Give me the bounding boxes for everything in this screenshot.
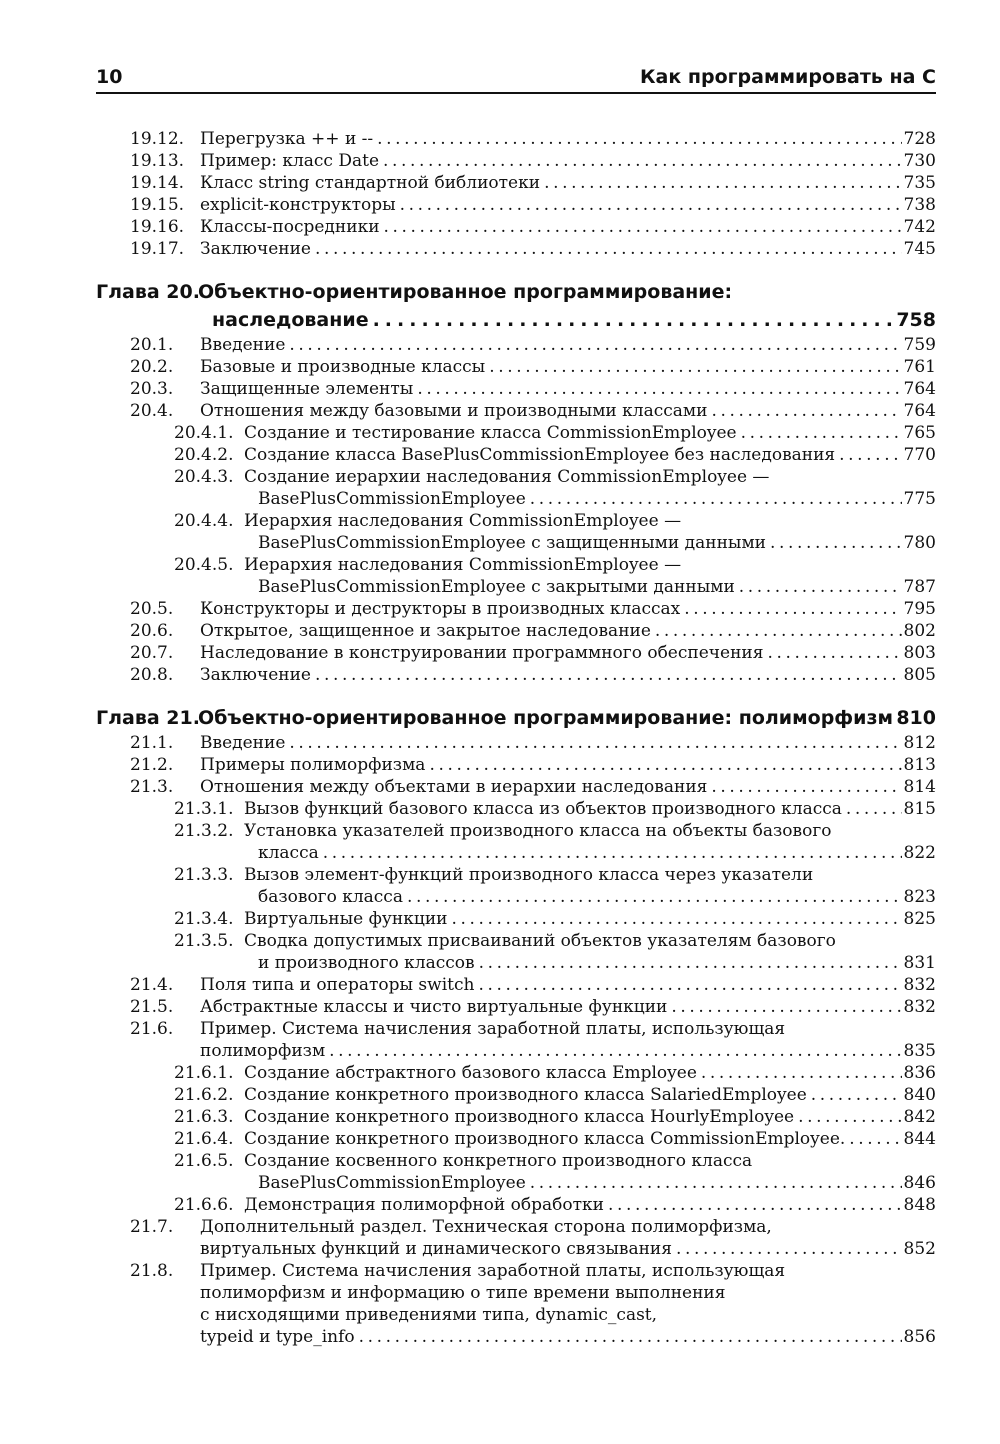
dot-leader bbox=[315, 664, 902, 686]
chapter-title-cont: наследование bbox=[212, 309, 369, 331]
toc-entry[interactable] bbox=[96, 194, 936, 216]
subsection-number: 21.3.2. bbox=[174, 821, 234, 841]
dot-leader bbox=[711, 776, 901, 798]
toc-entry[interactable] bbox=[96, 664, 936, 686]
chapter-page-ref: 758 bbox=[896, 309, 936, 331]
section-title: Примеры полиморфизма bbox=[200, 755, 426, 775]
toc-subentry[interactable] bbox=[96, 798, 936, 820]
dot-leader bbox=[701, 1062, 902, 1084]
dot-leader bbox=[739, 576, 902, 598]
toc-subentry[interactable] bbox=[96, 864, 936, 886]
subsection-number: 21.6.1. bbox=[174, 1063, 234, 1083]
section-number: 21.4. bbox=[130, 975, 174, 995]
toc-entry[interactable] bbox=[96, 776, 936, 798]
chapter-21-heading[interactable] bbox=[96, 704, 936, 732]
section-title: Абстрактные классы и чисто виртуальные функции bbox=[200, 997, 668, 1017]
page-ref: 815 bbox=[903, 799, 936, 819]
page-ref: 728 bbox=[903, 129, 936, 149]
section-title-cont: typeid и type_info bbox=[200, 1327, 355, 1347]
section-title: Класс string стандартной библиотеки bbox=[200, 173, 541, 193]
subsection-number: 21.3.1. bbox=[174, 799, 234, 819]
page-ref: 844 bbox=[903, 1129, 936, 1149]
section-title-cont: с нисходящими приведениями типа, dynamic_cast, bbox=[200, 1305, 658, 1325]
page-ref: 832 bbox=[903, 997, 936, 1017]
toc-entry-cont[interactable] bbox=[96, 1040, 936, 1062]
dot-leader bbox=[400, 194, 902, 216]
toc-entry[interactable] bbox=[96, 334, 936, 356]
dot-leader bbox=[407, 886, 902, 908]
toc-entry[interactable] bbox=[96, 974, 936, 996]
dot-leader bbox=[671, 996, 901, 1018]
dot-leader bbox=[684, 598, 901, 620]
toc-entry[interactable] bbox=[96, 754, 936, 776]
dot-leader bbox=[289, 334, 901, 356]
subsection-title-cont: BasePlusCommissionEmployee с защищенными данными bbox=[258, 533, 766, 553]
toc-entry-cont[interactable] bbox=[96, 1326, 936, 1348]
toc-entry[interactable] bbox=[96, 356, 936, 378]
subsection-title: Установка указателей производного класса на объекты базового bbox=[244, 821, 832, 841]
subsection-number: 21.3.3. bbox=[174, 865, 234, 885]
toc-subentry[interactable] bbox=[96, 930, 936, 952]
section-number: 20.4. bbox=[130, 401, 174, 421]
dot-leader bbox=[811, 1084, 902, 1106]
toc-entry[interactable] bbox=[96, 400, 936, 422]
section-title: Пример. Система начисления заработной платы, использующая bbox=[200, 1261, 786, 1281]
page-ref: 813 bbox=[903, 755, 936, 775]
section-title: Заключение bbox=[200, 665, 311, 685]
page-ref: 822 bbox=[903, 843, 936, 863]
subsection-title: Создание конкретного производного класса CommissionEmployee. bbox=[244, 1129, 846, 1149]
page-ref: 805 bbox=[903, 665, 936, 685]
toc-subentry-cont[interactable] bbox=[96, 886, 936, 908]
toc-subentry-cont[interactable] bbox=[96, 952, 936, 974]
subsection-number: 21.6.6. bbox=[174, 1195, 234, 1215]
chapter-page-ref: 810 bbox=[896, 707, 936, 729]
dot-leader bbox=[489, 356, 901, 378]
subsection-title: Создание и тестирование класса CommissionEmployee bbox=[244, 423, 737, 443]
section-number: 21.6. bbox=[130, 1019, 174, 1039]
dot-leader bbox=[323, 842, 902, 864]
page-ref: 764 bbox=[903, 379, 936, 399]
toc-entry[interactable] bbox=[96, 642, 936, 664]
section-number: 19.17. bbox=[130, 239, 185, 259]
page-ref: 848 bbox=[903, 1195, 936, 1215]
page-ref: 738 bbox=[903, 195, 936, 215]
section-number: 19.14. bbox=[130, 173, 185, 193]
page-ref: 795 bbox=[903, 599, 936, 619]
toc-subentry-cont[interactable] bbox=[96, 576, 936, 598]
subsection-title: Иерархия наследования CommissionEmployee — bbox=[244, 555, 682, 575]
section-title: Наследование в конструировании программного обеспечения bbox=[200, 643, 764, 663]
chapter-title: Объектно-ориентированное программирование: полиморфизм bbox=[198, 707, 894, 729]
section-title: Введение bbox=[200, 733, 286, 753]
section-title: Пример. Система начисления заработной платы, использующая bbox=[200, 1019, 786, 1039]
page-ref: 812 bbox=[903, 733, 936, 753]
section-title: Открытое, защищенное и закрытое наследование bbox=[200, 621, 651, 641]
toc-subentry[interactable] bbox=[96, 820, 936, 842]
subsection-title-cont: BasePlusCommissionEmployee с закрытыми данными bbox=[258, 577, 735, 597]
toc-subentry[interactable] bbox=[96, 510, 936, 532]
toc-entry[interactable] bbox=[96, 238, 936, 260]
page-ref: 780 bbox=[903, 533, 936, 553]
subsection-title-cont: класса bbox=[258, 843, 319, 863]
page-ref: 803 bbox=[903, 643, 936, 663]
page-ref: 825 bbox=[903, 909, 936, 929]
dot-leader bbox=[384, 216, 902, 238]
dot-leader bbox=[383, 150, 902, 172]
subsection-number: 21.6.3. bbox=[174, 1107, 234, 1127]
subsection-number: 21.6.2. bbox=[174, 1085, 234, 1105]
toc-subentry-cont[interactable] bbox=[96, 488, 936, 510]
section-title: Введение bbox=[200, 335, 286, 355]
toc-subentry[interactable] bbox=[96, 1194, 936, 1216]
toc-subentry[interactable] bbox=[96, 466, 936, 488]
toc-subentry[interactable] bbox=[96, 908, 936, 930]
section-number: 20.6. bbox=[130, 621, 174, 641]
section-number: 19.16. bbox=[130, 217, 185, 237]
dot-leader bbox=[479, 952, 902, 974]
page-ref: 823 bbox=[903, 887, 936, 907]
page-ref: 770 bbox=[903, 445, 936, 465]
toc-subentry[interactable] bbox=[96, 554, 936, 576]
chapter-label: Глава 20. bbox=[96, 281, 200, 303]
subsection-title-cont: BasePlusCommissionEmployee bbox=[258, 489, 526, 509]
subsection-title: Создание конкретного производного класса HourlyEmployee bbox=[244, 1107, 795, 1127]
section-number: 20.7. bbox=[130, 643, 174, 663]
page-ref: 745 bbox=[903, 239, 936, 259]
toc-subentry-cont[interactable] bbox=[96, 842, 936, 864]
section-title: Классы-посредники bbox=[200, 217, 380, 237]
page-ref: 730 bbox=[903, 151, 936, 171]
dot-leader bbox=[544, 172, 901, 194]
section-title: Пример: класс Date bbox=[200, 151, 379, 171]
page-number: 10 bbox=[96, 66, 123, 88]
section-number: 20.5. bbox=[130, 599, 174, 619]
dot-leader bbox=[289, 732, 901, 754]
section-title-cont: полиморфизм и информацию о типе времени выполнения bbox=[200, 1283, 726, 1303]
section-title: Перегрузка ++ и -- bbox=[200, 129, 374, 149]
subsection-title-cont: базового класса bbox=[258, 887, 403, 907]
page-ref: 742 bbox=[903, 217, 936, 237]
dot-leader bbox=[770, 532, 902, 554]
toc-subentry[interactable] bbox=[96, 1062, 936, 1084]
page-ref: 735 bbox=[903, 173, 936, 193]
page-ref: 836 bbox=[903, 1063, 936, 1083]
toc-subentry[interactable] bbox=[96, 1084, 936, 1106]
subsection-title: Виртуальные функции bbox=[244, 909, 448, 929]
section-number: 21.5. bbox=[130, 997, 174, 1017]
table-of-contents bbox=[96, 128, 936, 1348]
dot-leader bbox=[329, 1040, 901, 1062]
section-number: 20.3. bbox=[130, 379, 174, 399]
dot-leader bbox=[608, 1194, 902, 1216]
dot-leader bbox=[849, 1128, 901, 1150]
toc-entry[interactable] bbox=[96, 1260, 936, 1282]
dot-leader bbox=[452, 908, 902, 930]
subsection-number: 21.3.4. bbox=[174, 909, 234, 929]
toc-subentry-cont[interactable] bbox=[96, 1172, 936, 1194]
toc-subentry[interactable] bbox=[96, 1150, 936, 1172]
page-header bbox=[96, 62, 936, 94]
toc-entry[interactable] bbox=[96, 128, 936, 150]
toc-entry[interactable] bbox=[96, 732, 936, 754]
subsection-number: 21.3.5. bbox=[174, 931, 234, 951]
chapter-label: Глава 21. bbox=[96, 707, 200, 729]
subsection-number: 21.6.5. bbox=[174, 1151, 234, 1171]
section-number: 21.1. bbox=[130, 733, 174, 753]
subsection-title-cont: и производного классов bbox=[258, 953, 475, 973]
dot-leader bbox=[839, 444, 901, 466]
subsection-number: 20.4.5. bbox=[174, 555, 234, 575]
dot-leader bbox=[429, 754, 901, 776]
subsection-number: 20.4.2. bbox=[174, 445, 234, 465]
subsection-title: Сводка допустимых присваиваний объектов указателям базового bbox=[244, 931, 836, 951]
toc-entry-cont[interactable] bbox=[96, 1238, 936, 1260]
dot-leader bbox=[767, 642, 901, 664]
dot-leader bbox=[530, 488, 902, 510]
subsection-title-cont: BasePlusCommissionEmployee bbox=[258, 1173, 526, 1193]
subsection-title: Создание абстрактного базового класса Employee bbox=[244, 1063, 697, 1083]
section-title-cont: полиморфизм bbox=[200, 1041, 326, 1061]
toc-entry-cont[interactable] bbox=[96, 1304, 936, 1326]
toc-subentry[interactable] bbox=[96, 1106, 936, 1128]
toc-subentry-cont[interactable] bbox=[96, 532, 936, 554]
chapter-20-heading[interactable] bbox=[96, 278, 936, 306]
subsection-title: Вызов элемент-функций производного класса через указатели bbox=[244, 865, 814, 885]
section-number: 21.7. bbox=[130, 1217, 174, 1237]
section-number: 19.12. bbox=[130, 129, 185, 149]
toc-entry[interactable] bbox=[96, 216, 936, 238]
subsection-title: Создание конкретного производного класса SalariedEmployee bbox=[244, 1085, 807, 1105]
section-title: Отношения между объектами в иерархии наследования bbox=[200, 777, 708, 797]
dot-leader bbox=[676, 1238, 902, 1260]
section-title: Защищенные элементы bbox=[200, 379, 414, 399]
dot-leader bbox=[798, 1106, 901, 1128]
dot-leader bbox=[655, 620, 902, 642]
section-title-cont: виртуальных функций и динамического связывания bbox=[200, 1239, 672, 1259]
subsection-title: Создание косвенного конкретного производного класса bbox=[244, 1151, 753, 1171]
page-ref: 802 bbox=[903, 621, 936, 641]
page-ref: 852 bbox=[903, 1239, 936, 1259]
section-title: Отношения между базовыми и производными классами bbox=[200, 401, 708, 421]
subsection-title: Иерархия наследования CommissionEmployee — bbox=[244, 511, 682, 531]
subsection-number: 20.4.4. bbox=[174, 511, 234, 531]
dot-leader bbox=[377, 128, 901, 150]
toc-entry[interactable] bbox=[96, 172, 936, 194]
dot-leader bbox=[741, 422, 902, 444]
page-ref: 814 bbox=[903, 777, 936, 797]
page-ref: 835 bbox=[903, 1041, 936, 1061]
page-ref: 761 bbox=[903, 357, 936, 377]
toc-entry[interactable] bbox=[96, 620, 936, 642]
chapter-20-heading-cont[interactable] bbox=[96, 306, 936, 334]
subsection-title: Создание класса BasePlusCommissionEmployee без наследования bbox=[244, 445, 836, 465]
chapter-title: Объектно-ориентированное программирование: bbox=[198, 281, 733, 303]
dot-leader bbox=[359, 1326, 902, 1348]
section-title: Дополнительный раздел. Техническая сторона полиморфизма, bbox=[200, 1217, 772, 1237]
page-ref: 831 bbox=[903, 953, 936, 973]
section-number: 20.1. bbox=[130, 335, 174, 355]
dot-leader bbox=[711, 400, 901, 422]
dot-leader bbox=[478, 974, 901, 996]
section-number: 20.8. bbox=[130, 665, 174, 685]
toc-subentry[interactable] bbox=[96, 444, 936, 466]
dot-leader bbox=[315, 238, 902, 260]
section-number: 21.2. bbox=[130, 755, 174, 775]
toc-entry-cont[interactable] bbox=[96, 1282, 936, 1304]
page-ref: 856 bbox=[903, 1327, 936, 1347]
section-number: 20.2. bbox=[130, 357, 174, 377]
section-title: explicit-конструкторы bbox=[200, 195, 396, 215]
dot-leader bbox=[417, 378, 901, 400]
page-ref: 842 bbox=[903, 1107, 936, 1127]
dot-leader bbox=[846, 798, 902, 820]
toc-subentry[interactable] bbox=[96, 422, 936, 444]
page-ref: 775 bbox=[903, 489, 936, 509]
toc-entry[interactable] bbox=[96, 1216, 936, 1238]
dot-leader bbox=[530, 1172, 902, 1194]
subsection-number: 20.4.3. bbox=[174, 467, 234, 487]
dot-leader bbox=[373, 306, 895, 334]
subsection-number: 21.6.4. bbox=[174, 1129, 234, 1149]
subsection-title: Вызов функций базового класса из объектов производного класса bbox=[244, 799, 842, 819]
section-number: 19.15. bbox=[130, 195, 185, 215]
toc-entry[interactable] bbox=[96, 150, 936, 172]
section-title: Конструкторы и деструкторы в производных классах bbox=[200, 599, 681, 619]
section-number: 19.13. bbox=[130, 151, 185, 171]
toc-subentry[interactable] bbox=[96, 1128, 936, 1150]
toc-entry[interactable] bbox=[96, 1018, 936, 1040]
page-ref: 846 bbox=[903, 1173, 936, 1193]
page-ref: 764 bbox=[903, 401, 936, 421]
section-number: 21.3. bbox=[130, 777, 174, 797]
page-ref: 787 bbox=[903, 577, 936, 597]
page-ref: 765 bbox=[903, 423, 936, 443]
subsection-number: 20.4.1. bbox=[174, 423, 234, 443]
page-ref: 759 bbox=[903, 335, 936, 355]
section-number: 21.8. bbox=[130, 1261, 174, 1281]
subsection-title: Создание иерархии наследования CommissionEmployee — bbox=[244, 467, 770, 487]
page-ref: 840 bbox=[903, 1085, 936, 1105]
running-title: Как программировать на C bbox=[639, 66, 936, 88]
toc-entry[interactable] bbox=[96, 378, 936, 400]
section-title: Заключение bbox=[200, 239, 311, 259]
section-title: Поля типа и операторы switch bbox=[200, 975, 475, 995]
toc-entry[interactable] bbox=[96, 996, 936, 1018]
section-title: Базовые и производные классы bbox=[200, 357, 486, 377]
subsection-title: Демонстрация полиморфной обработки bbox=[244, 1195, 604, 1215]
page-ref: 832 bbox=[903, 975, 936, 995]
toc-entry[interactable] bbox=[96, 598, 936, 620]
